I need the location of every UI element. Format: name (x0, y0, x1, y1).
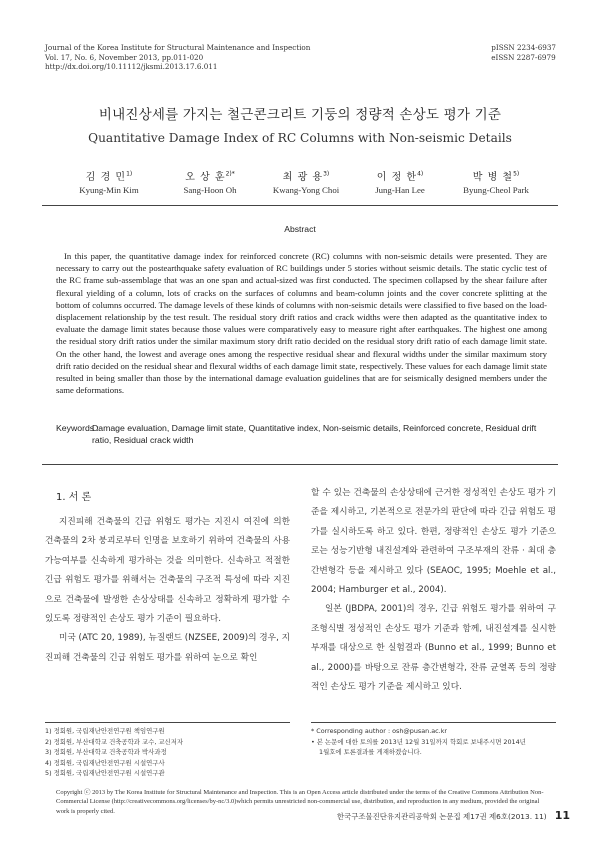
author-name-en: Sang-Hoon Oh (183, 185, 237, 195)
author-2 (155, 168, 265, 195)
footnote-divider-left (45, 722, 290, 723)
right-column (311, 484, 556, 697)
author-affil-mark: 5) (513, 170, 520, 178)
paragraph: 일본 (JBDPA, 2001)의 경우, 긴급 위험도 평가를 위하여 구조형식별 정성적인 손상도 평가 기준과 함께, 내진설계를 실시한 부재를 대상으로 한 실험결과 (Bunno et al., 1999; Bunno et al., 2000)를 바탕으로 잔류 층간변형각, 잔류 균열폭 등의 정량적인 손상도 평가 기준을 제시하고 있다. (311, 604, 556, 693)
author-affil-mark: 3) (323, 170, 330, 178)
page-number: 11 (554, 809, 570, 822)
keywords-list: Damage evaluation, Damage limit state, Quantitative index, Non-seismic details, Reinforced concrete, Residual drift ratio, Residual crack width (92, 423, 537, 445)
abstract-heading: Abstract (284, 224, 316, 234)
paragraph: 미국 (ATC 20, 1989), 뉴질랜드 (NZSEE, 2009)의 경우, 지진피해 건축물의 긴급 위험도 평가를 위하여 눈으로 확인 (45, 633, 290, 663)
author-5 (441, 168, 551, 195)
author-affil-mark: 1) (126, 170, 133, 178)
paragraph: 지진피해 건축물의 긴급 위험도 평가는 지진시 여진에 의한 건축물의 2차 붕괴로부터 인명을 보호하기 위하여 건축물의 사용가능여부를 신속하게 평가하는 것을 의미한다. 신속하고 적절한 긴급 위험도 평가를 위해서는 건축물의 구조적 특성에 따라 지진으로 건축물에 발생한 손상상태를 신속하고 정확하게 평가할 수 있도록 정량적인 손상도 평가 기준이 필요하다. (45, 517, 290, 625)
footnote: 5) 정회원, 국립재난안전연구원 시설연구관 (45, 769, 165, 778)
divider-bottom (42, 464, 558, 465)
author-name-ko: 박 병 철 (472, 172, 514, 183)
page-footer (337, 809, 570, 822)
footnote: • 본 논문에 대한 토의를 2013년 12월 31일까지 학회로 보내주시면 2014년 (311, 737, 526, 746)
footnote: 1) 정회원, 국립재난안전연구원 책임연구원 (45, 727, 165, 735)
title-korean: 비내진상세를 가지는 철근콘크리트 기둥의 정량적 손상도 평가 기준 (98, 107, 502, 123)
doi-link[interactable]: http://dx.doi.org/10.11112/jksmi.2013.17.6.011 (45, 62, 218, 72)
journal-footer: 한국구조물진단유지관리공학회 논문집 제17권 제6호(2013. 11) (336, 812, 547, 821)
author-4 (345, 168, 455, 195)
author-affil-mark: 2)* (225, 170, 235, 178)
footnotes-correspondence (311, 726, 556, 758)
author-name-ko: 최 광 용 (282, 172, 324, 183)
author-name-ko: 이 정 한 (376, 172, 418, 183)
left-column (45, 513, 290, 668)
keywords-block (56, 423, 547, 446)
journal-header (45, 43, 310, 72)
journal-name: Journal of the Korea Institute for Structural Maintenance and Inspection (45, 43, 311, 52)
footnote: 1월호에 토론결과를 게재하겠습니다. (319, 748, 422, 757)
author-name-ko: 김 경 민 (85, 172, 127, 183)
corresponding-author: * Corresponding author : osh@pusan.ac.kr (311, 727, 448, 735)
section-heading: 1. 서 론 (56, 492, 92, 503)
author-1 (54, 168, 164, 195)
abstract-text: In this paper, the quantitative damage index for reinforced concrete (RC) columns with non-seismic details were presented. They are necessary to carry out the postearthquake safety evaluation of RC buildings under 5 stories without seismic details. The static cyclic test of the RC frame sub-assemblage that was an one span and actual-sized was first conducted. The specimen collapsed by the shear failure after flexural yielding of a column, lots of cracks on the surfaces of columns and beam-column joints and the cover concrete splitting at the bottom of columns occurred. The damage levels of these kinds of columns with non-seismic details were classified to five based on the load-displacement relationship by the test result. The residual story drift ratios and crack widths were then adapted as the quantitative index to evaluate the damage limit states because those values were comparatively easy to measure right after earthquakes. The highest one among the residual story drift ratios under the similar maximum story drift ratio decided on the residual story drift ratio of each damage limit state. On the other hand, the lowest and average ones among the respective residual shear and flexural widths under the similar maximum story drift ratio decided on the residual shear and flexural widths of each damage limit state, respectively. These values for each damage limit state resulted in being smaller than those by the international damage evaluation guidelines that are for seismically designed members under the same deformations. (56, 251, 547, 396)
journal-volume: Vol. 17, No. 6, November 2013, pp.011-020 (45, 52, 204, 62)
footnotes-affiliations (45, 726, 290, 779)
author-name-en: Jung-Han Lee (375, 185, 425, 195)
footnote-divider-right (311, 722, 556, 723)
keywords-label: Keywords : (56, 423, 99, 433)
author-name-ko: 오 상 훈 (185, 172, 226, 183)
footnote: 2) 정회원, 부산대학교 건축공학과 교수, 교신저자 (45, 737, 184, 746)
copyright-notice: Copyright ⓒ 2013 by The Korea Institute for Structural Maintenance and Inspection. This is an Open Access article distributed under the terms of the Creative Commons Attribution Non-Commercial License (http://creativecommons.org/licenses/by-nc/3.0)which permits unrestricted non-commercial use, distribution, and reproduction in any medium, provided the original work is properly cited. (56, 789, 544, 815)
paragraph: 할 수 있는 건축물의 손상상태에 근거한 정성적인 손상도 평가 기준을 제시하고, 기본적으로 전문가의 판단에 따라 긴급 위험도 평가를 실시하도록 하고 있다. 한편, 정량적인 손상도 평가 기준으로는 성능기반형 내진설계와 관련하여 구조부재의 잔류 · 최대 층간변형각 등을 제시하고 있다 (SEAOC, 1995; Moehle et al., 2004; Hamburger et al., 2004). (311, 488, 556, 596)
footnote: 3) 정회원, 부산대학교 건축공학과 박사과정 (45, 748, 167, 757)
author-affil-mark: 4) (417, 170, 424, 178)
author-name-en: Byung-Cheol Park (463, 185, 529, 195)
author-name-en: Kwang-Yong Choi (272, 185, 340, 195)
pissn: pISSN 2234-6937 (491, 43, 556, 52)
footnote: 4) 정회원, 국립재난안전연구원 시설연구사 (45, 758, 165, 767)
eissn: eISSN 2287-6979 (491, 52, 556, 62)
issn-block (491, 43, 556, 62)
divider-top (42, 205, 558, 206)
author-name-en: Kyung-Min Kim (79, 185, 139, 195)
title-english: Quantitative Damage Index of RC Columns with Non-seismic Details (88, 131, 512, 145)
